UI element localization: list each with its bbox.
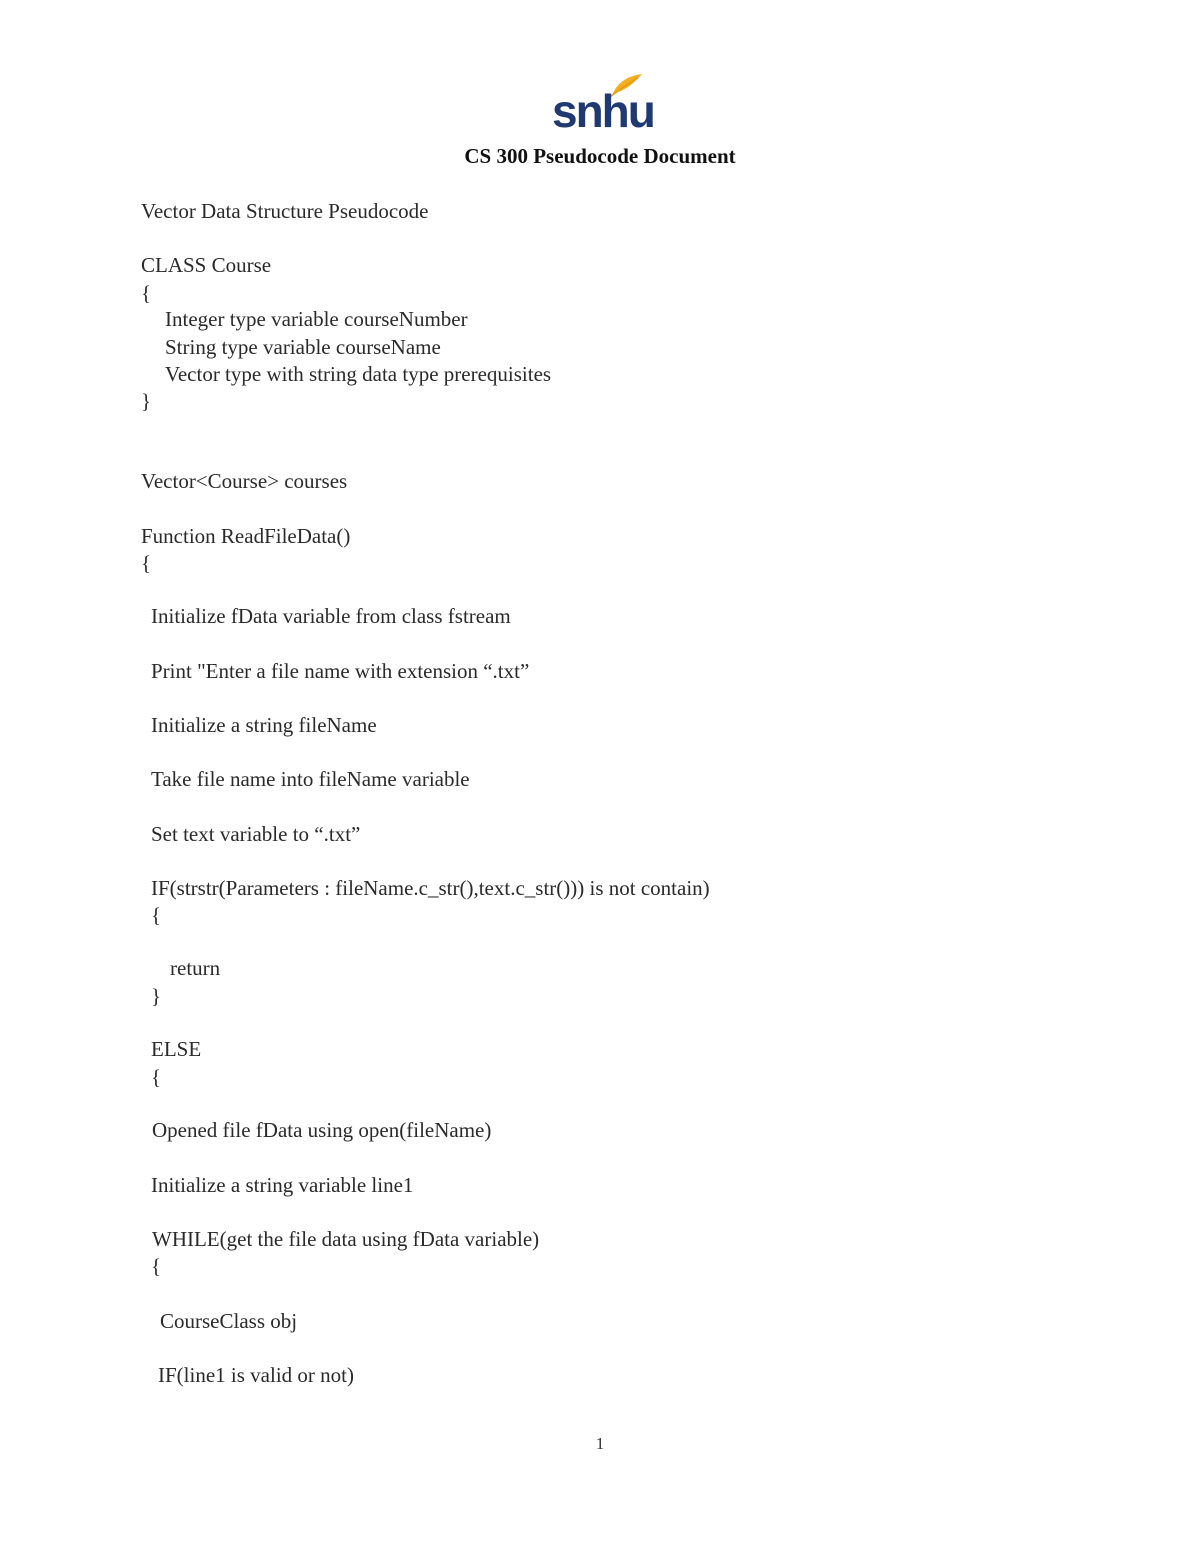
code-line: Opened file fData using open(fileName): [152, 1118, 492, 1142]
code-line: {: [151, 1065, 162, 1089]
code-line: Function ReadFileData(): [141, 524, 351, 548]
code-line: {: [141, 551, 152, 575]
logo-wordmark: snhu: [552, 85, 654, 137]
code-line: Integer type variable courseNumber: [165, 307, 468, 331]
code-line: return: [170, 956, 221, 980]
section-heading: Vector Data Structure Pseudocode: [141, 199, 429, 223]
code-line: Initialize fData variable from class fstream: [151, 604, 511, 628]
code-line: Vector<Course> courses: [141, 469, 348, 493]
code-line: Initialize a string variable line1: [151, 1173, 414, 1197]
code-line: {: [151, 903, 162, 927]
code-line: }: [151, 984, 162, 1008]
code-line: {: [151, 1254, 162, 1278]
code-line: CourseClass obj: [160, 1309, 298, 1333]
snhu-logo: [552, 72, 654, 138]
code-line: Take file name into fileName variable: [151, 767, 470, 791]
page-number: 1: [595, 1434, 605, 1453]
code-line: }: [141, 389, 152, 413]
code-line: {: [141, 281, 152, 305]
code-line: CLASS Course: [141, 253, 272, 277]
code-line: IF(line1 is valid or not): [158, 1363, 354, 1387]
code-line: IF(strstr(Parameters : fileName.c_str(),text.c_str())) is not contain): [151, 876, 710, 900]
code-line: String type variable courseName: [165, 335, 441, 359]
code-line: Vector type with string data type prerequisites: [165, 362, 552, 386]
code-line: Print "Enter a file name with extension “.txt”: [151, 659, 530, 683]
code-line: WHILE(get the file data using fData variable): [152, 1227, 540, 1251]
document-title: CS 300 Pseudocode Document: [464, 144, 736, 168]
code-line: Set text variable to “.txt”: [151, 822, 361, 846]
code-line: Initialize a string fileName: [151, 713, 377, 737]
code-line: ELSE: [151, 1037, 202, 1061]
